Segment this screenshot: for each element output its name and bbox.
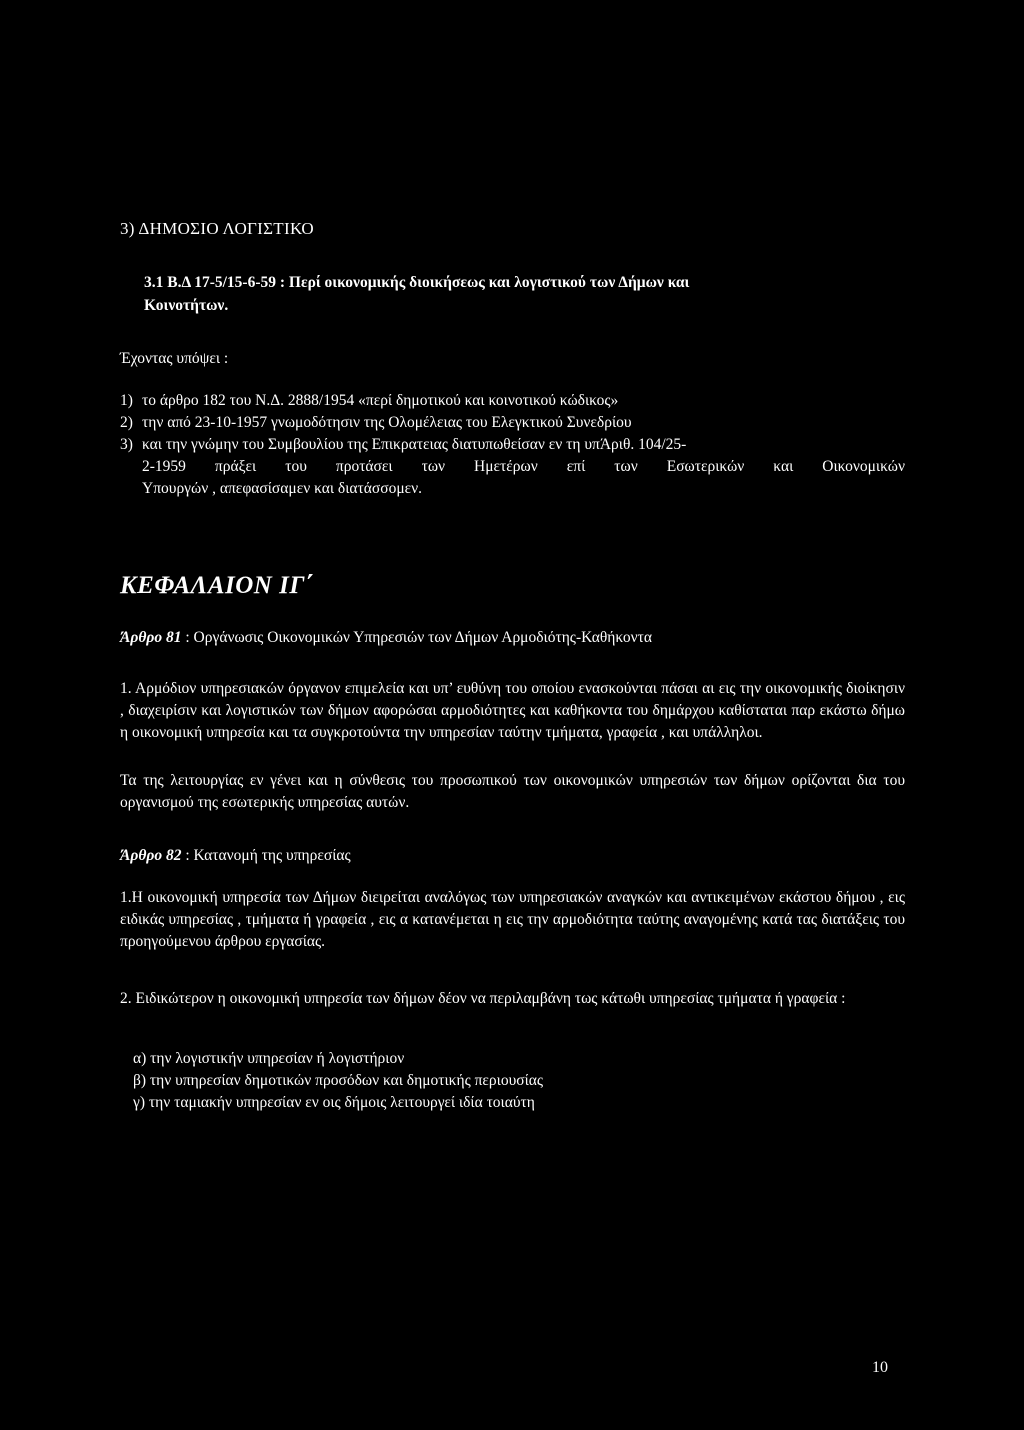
article-label: Άρθρο 81 [120,629,182,646]
list-item: β) την υπηρεσίαν δημοτικών προσόδων και δημοτικής περιουσίας [133,1072,544,1089]
article-82-paragraph-2: 2. Ειδικώτερον η οικονομική υπηρεσία των δήμων δέον να περιλαμβάνη τως κάτωθι υπηρεσίας τμήματα ή γραφεία : [120,990,846,1007]
list-continuation-line2: Υπουργών , απεφασίσαμεν και διατάσσομεν. [142,480,423,497]
list-item [120,434,905,456]
list-item [120,412,905,434]
article-title: Κατανομή της υπηρεσίας [193,847,351,864]
list-text: το άρθρο 182 του Ν.Δ. 2888/1954 «περί δημοτικού και κοινοτικού κώδικος» [142,392,619,409]
list-item: α) την λογιστικήν υπηρεσίαν ή λογιστήριον [133,1050,405,1067]
list-text: και την γνώμην του Συμβουλίου της Επικρατειας διατυπωθείσαν εν τη υπΆριθ. 104/25- [142,436,687,453]
section-title: 3) ΔΗΜΟΣΙΟ ΛΟΓΙΣΤΙΚΟ [120,219,314,238]
decree-title-line2: Κοινοτήτων. [144,297,229,314]
services-list [133,1048,893,1114]
decree-title-line1: 3.1 Β.Δ 17-5/15-6-59 : Περί οικονομικής διοικήσεως και λογιστικού των Δήμων και [144,274,690,291]
list-number: 3) [120,436,133,453]
page-number: 10 [872,1359,888,1376]
article-separator: : [181,847,194,864]
article-81-paragraph-2: Τα της λειτουργίας εν γένει και η σύνθεσις του προσωπικού των οικονομικών υπηρεσιών των δήμων ορίζονται δια του οργανισμού της εσωτερικής υπηρεσίας αυτών. [120,772,905,811]
preamble-list [120,390,905,500]
list-item [120,390,905,412]
list-text: την από 23-10-1957 γνωμοδότησιν της Ολομέλειας του Ελεγκτικού Συνεδρίου [142,414,632,431]
article-81-heading [120,627,652,649]
list-item: γ) την ταμιακήν υπηρεσίαν εν οις δήμοις λειτουργεί ιδία τοιαύτη [133,1094,535,1111]
preamble-heading: Έχοντας υπόψει : [120,350,229,367]
article-82-heading [120,845,351,867]
chapter-heading: ΚΕΦΑΛΑΙΟΝ ΙΓ΄ [120,572,314,599]
article-label: Άρθρο 82 [120,847,182,864]
article-title: Οργάνωσις Οικονομικών Υπηρεσιών των Δήμων Αρμοδιότης-Καθήκοντα [193,629,652,646]
list-number: 1) [120,392,133,409]
article-82-paragraph-1: 1.Η οικονομική υπηρεσία των Δήμων διειρείται αναλόγως των υπηρεσιακών αναγκών και αντικειμένων εκάστου δήμου , εις ειδικάς υπηρεσίας , τμήματα ή γραφεία , εις α κατανέμεται η εις την αρμοδιότητα ταύτης αναγομένης κατά τας διατάξεις του προηγούμενου άρθρου εργασίας. [120,889,905,950]
article-81-paragraph-1: 1. Αρμόδιον υπηρεσιακών όργανον επιμελεία και υπ’ ευθύνη του οποίου ενασκούνται πάσαι αι εις την οικονομικής διοίκησιν , διαχειρίσιν και λογιστικών των δήμων αφορώσαι αρμοδιότητες και καθήκοντα του δημάρχου καθίσταται παρ εκάστω δήμω η οικονομική υπηρεσία και τα συγκροτούντα την υπηρεσίαν ταύτην τμήματα, γραφεία , και υπάλληλοι. [120,680,905,741]
list-number: 2) [120,414,133,431]
article-separator: : [181,629,194,646]
list-continuation-line1: 2-1959 πράξει του προτάσει των Ημετέρων επί των Εσωτερικών και Οικονομικών [142,458,905,475]
